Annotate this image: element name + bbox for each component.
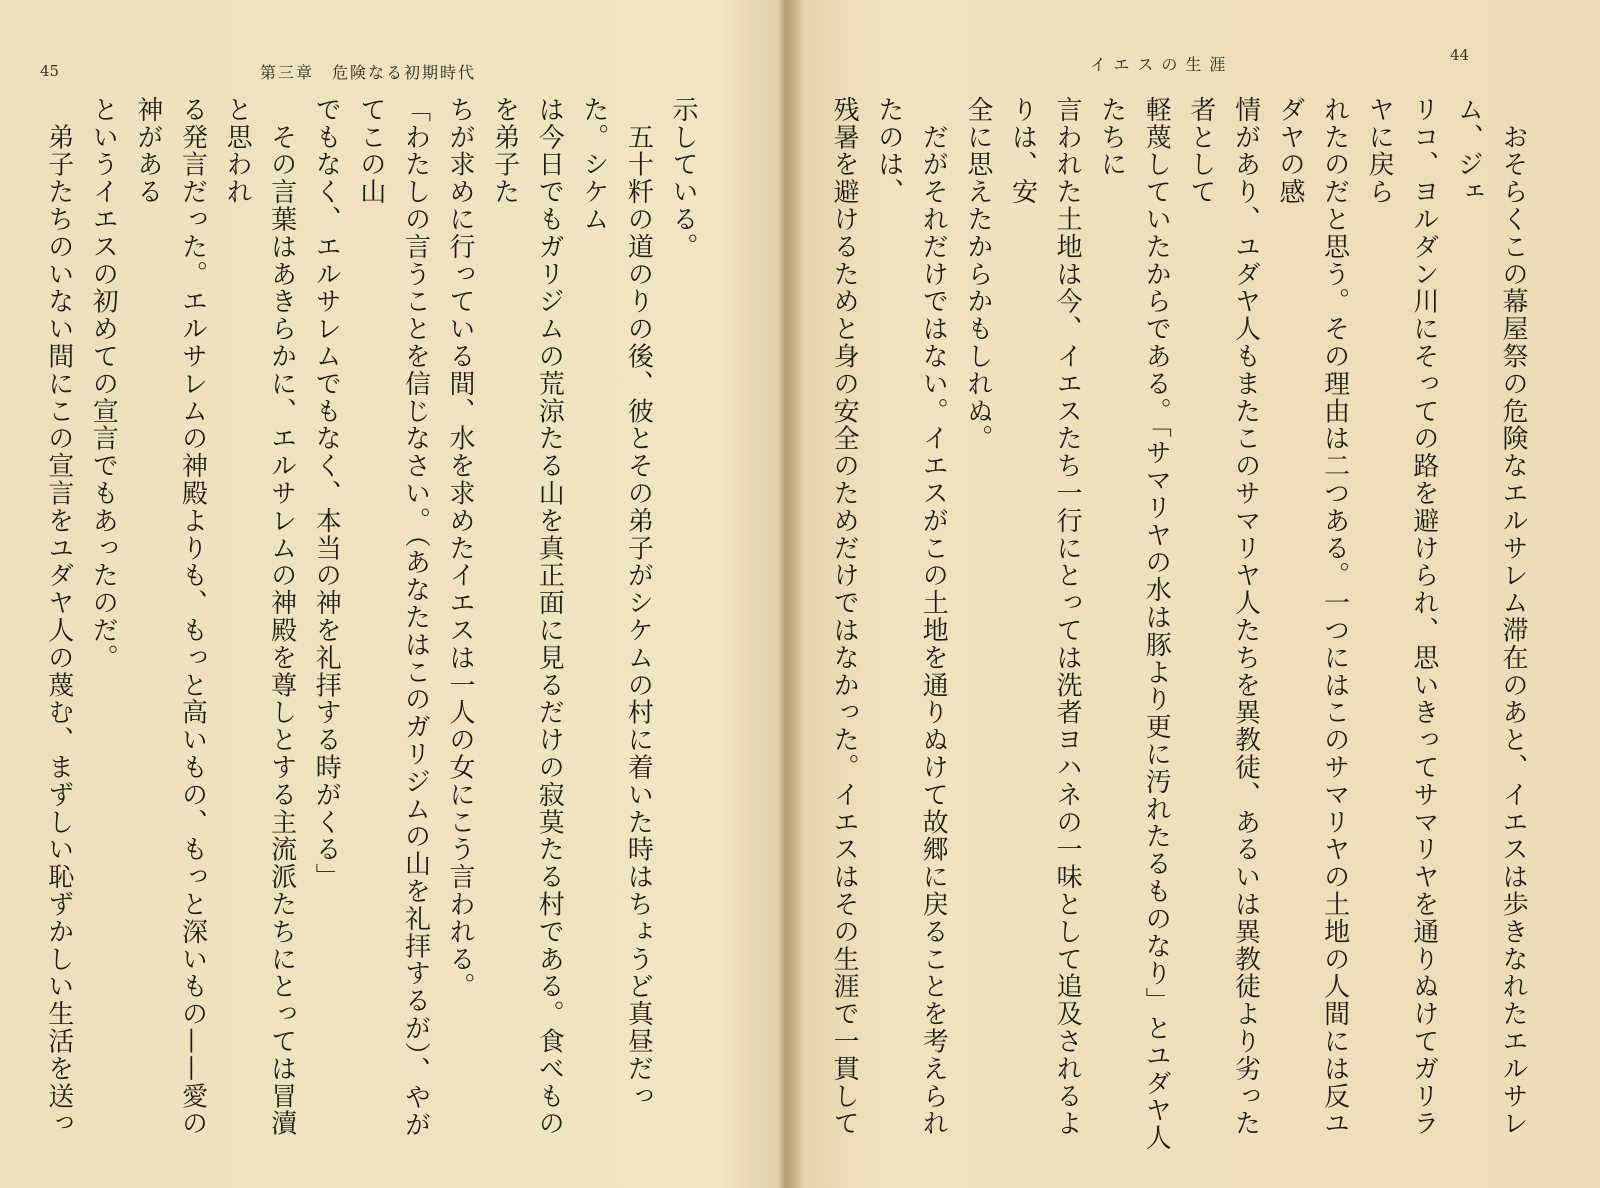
left-page-number: 45 (40, 62, 60, 80)
left-page-body: 示している。 五十粁の道のりの後、彼とその弟子がシケムの村に着いた時はちょうど真昼だった。シケム は今日でもガリジムの荒涼たる山を真正面に見るだけの寂莫たる村である。食べものを弟子た ちが求めに行っている間、水を求めたイエスは一人の女にこう言われる。 「わたしの言うことを信じなさい。（あなたはこのガリジムの山を礼拝するが）、やがてこの山 でもなく、エルサレムでもなく、本当の神を礼拝する時がくる」 その言葉はあきらかに、エルサレムの神殿を尊しとする主流派たちにとっては冒瀆と思われ る発言だった。エルサレムの神殿よりも、もっと高いもの、もっと深いもの——愛の神がある というイエスの初めての宣言でもあったのだ。 弟子たちのいない間にこの宣言をユダヤ人の蔑む、まずしい恥ずかしい生活を送っ (43, 96, 698, 1139)
left-page (0, 0, 790, 1188)
right-running-header: イエスの生涯 (1090, 55, 1234, 74)
right-page (790, 0, 1600, 1188)
right-page-body: おそらくこの幕屋祭の危険なエルサレム滞在のあと、イエスは歩きなれたエルサレム、ジェ リコ、ヨルダン川にそっての路を避けられ、思いきってサマリヤを通りぬけてガリラヤに戻ら れたのだと思う。その理由は二つある。一つにはこのサマリヤの土地の人間には反ユダヤの感 情があり、ユダヤ人もまたこのサマリヤ人たちを異教徒、あるいは異教徒より劣った者として 軽蔑していたからである。「サマリヤの水は豚より更に汚れたるものなり」とユダヤ人たちに 言われた土地は今、イエスたち一行にとっては洗者ヨハネの一味として追及されるよりは、安 全に思えたからかもしれぬ。 だがそれだけではない。イエスがこの土地を通りぬけて故郷に戻ることを考えられたのは、 残暑を避けるためと身の安全のためだけではなかった。イエスはその生涯で一貫して (829, 96, 1528, 1152)
left-running-header: 第三章 危険なる初期時代 (260, 63, 477, 82)
right-page-number: 44 (1450, 46, 1470, 64)
